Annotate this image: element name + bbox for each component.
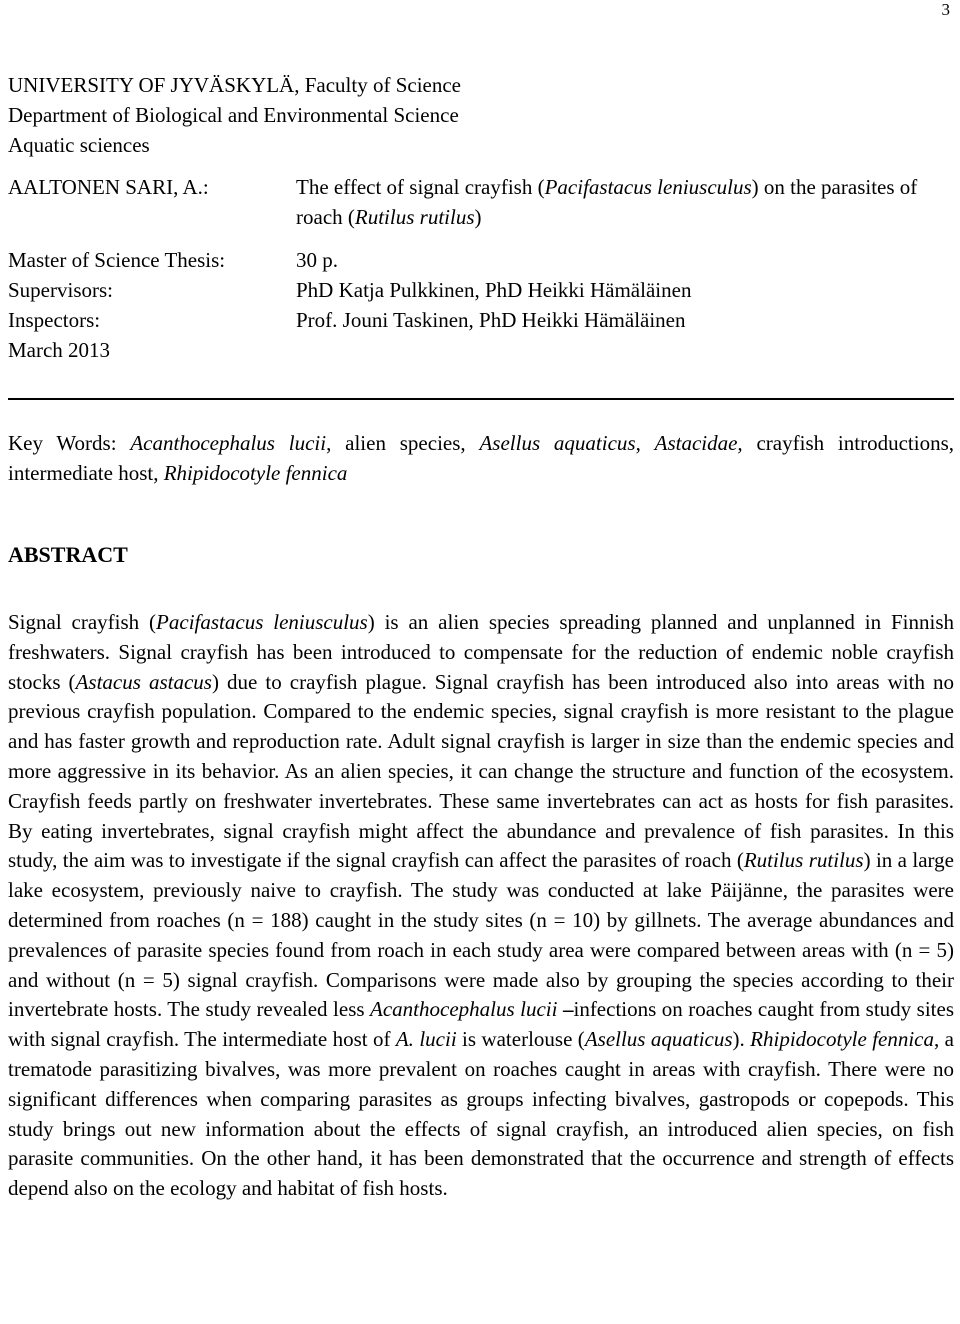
abstract-heading: ABSTRACT: [8, 542, 128, 567]
department-line: Department of Biological and Environmental Science: [8, 103, 459, 127]
unit-line: Aquatic sciences: [8, 133, 150, 157]
keyword-asellus: Asellus aquaticus: [479, 431, 636, 455]
thesis-label: Master of Science Thesis:: [8, 248, 226, 272]
keyword-astacidae: Astacidae,: [654, 431, 743, 455]
keywords: Key Words: Acanthocephalus lucii, alien species, Asellus aquaticus, Astacidae, crayfish introductions, intermediate host, Rhipidocotyle fennica: [8, 431, 954, 485]
supervisors-value: PhD Katja Pulkkinen, PhD Heikki Hämäläinen: [296, 278, 692, 302]
header-block: [8, 70, 954, 160]
header-divider: [8, 398, 954, 400]
author-name: AALTONEN SARI, A.:: [8, 175, 209, 199]
title-species-roach: Rutilus rutilus: [354, 205, 475, 229]
university-line: UNIVERSITY OF JYVÄSKYLÄ, Faculty of Science: [8, 73, 462, 97]
page-number: 3: [941, 0, 950, 19]
keyword-acanthocephalus: Acanthocephalus lucii: [130, 431, 327, 455]
supervisors-label: Supervisors:: [8, 278, 113, 302]
thesis-value: 30 p.: [296, 248, 338, 272]
inspectors-label: Inspectors:: [8, 308, 101, 332]
keyword-rhipidocotyle: Rhipidocotyle fennica: [163, 461, 348, 485]
abstract-body: Signal crayfish (Pacifastacus leniusculus) is an alien species spreading planned and unplanned in Finnish freshwaters. Signal crayfish has been introduced to compensate for the reduction of endemic noble crayfish stocks (Astacus astacus) due to crayfish plague. Signal crayfish has been introduced also into areas with no previous crayfish population. Compared to the endemic species, signal crayfish is more resistant to the plague and has faster growth and reproduction rate. Adult signal crayfish is larger in size than the endemic species and more aggressive in its behavior. As an alien species, it can change the structure and function of the ecosystem. Crayfish feeds partly on freshwater invertebrates. These same invertebrates can act as hosts for fish parasites. By eating invertebrates, signal crayfish might affect the abundance and prevalence of fish parasites. In this study, the aim was to investigate if the signal crayfish can affect the parasites of roach (Rutilus rutilus) in a large lake ecosystem, previously naive to crayfish. The study was conducted at lake Päijänne, the parasites were determined from roaches (n = 188) caught in the study sites (n = 10) by gillnets. The average abundances and prevalences of parasite species found from roach in each study area were compared between areas with (n = 5) and without (n = 5) signal crayfish. Comparisons were made also by grouping the species according to their invertebrate hosts. The study revealed less Acanthocephalus lucii –infections on roaches caught from study sites with signal crayfish. The intermediate host of A. lucii is waterlouse (Asellus aquaticus). Rhipidocotyle fennica, a trematode parasitizing bivalves, was more prevalent on roaches caught in areas with crayfish. There were no significant differences when comparing parasites as groups infecting bivalves, gastropods or copepods. This study brings out new information about the effects of signal crayfish, an introduced alien species, on fish parasite communities. On the other hand, it has been demonstrated that the occurrence and strength of effects depend also on the ecology and habitat of fish hosts.: [8, 610, 955, 1201]
thesis-date: March 2013: [8, 338, 111, 362]
thesis-title: The effect of signal crayfish (Pacifastacus leniusculus) on the parasites of roach (Rutilus rutilus): [296, 175, 918, 229]
title-species-crayfish: Pacifastacus leniusculus: [544, 175, 752, 199]
inspectors-value: Prof. Jouni Taskinen, PhD Heikki Hämäläinen: [296, 308, 686, 332]
